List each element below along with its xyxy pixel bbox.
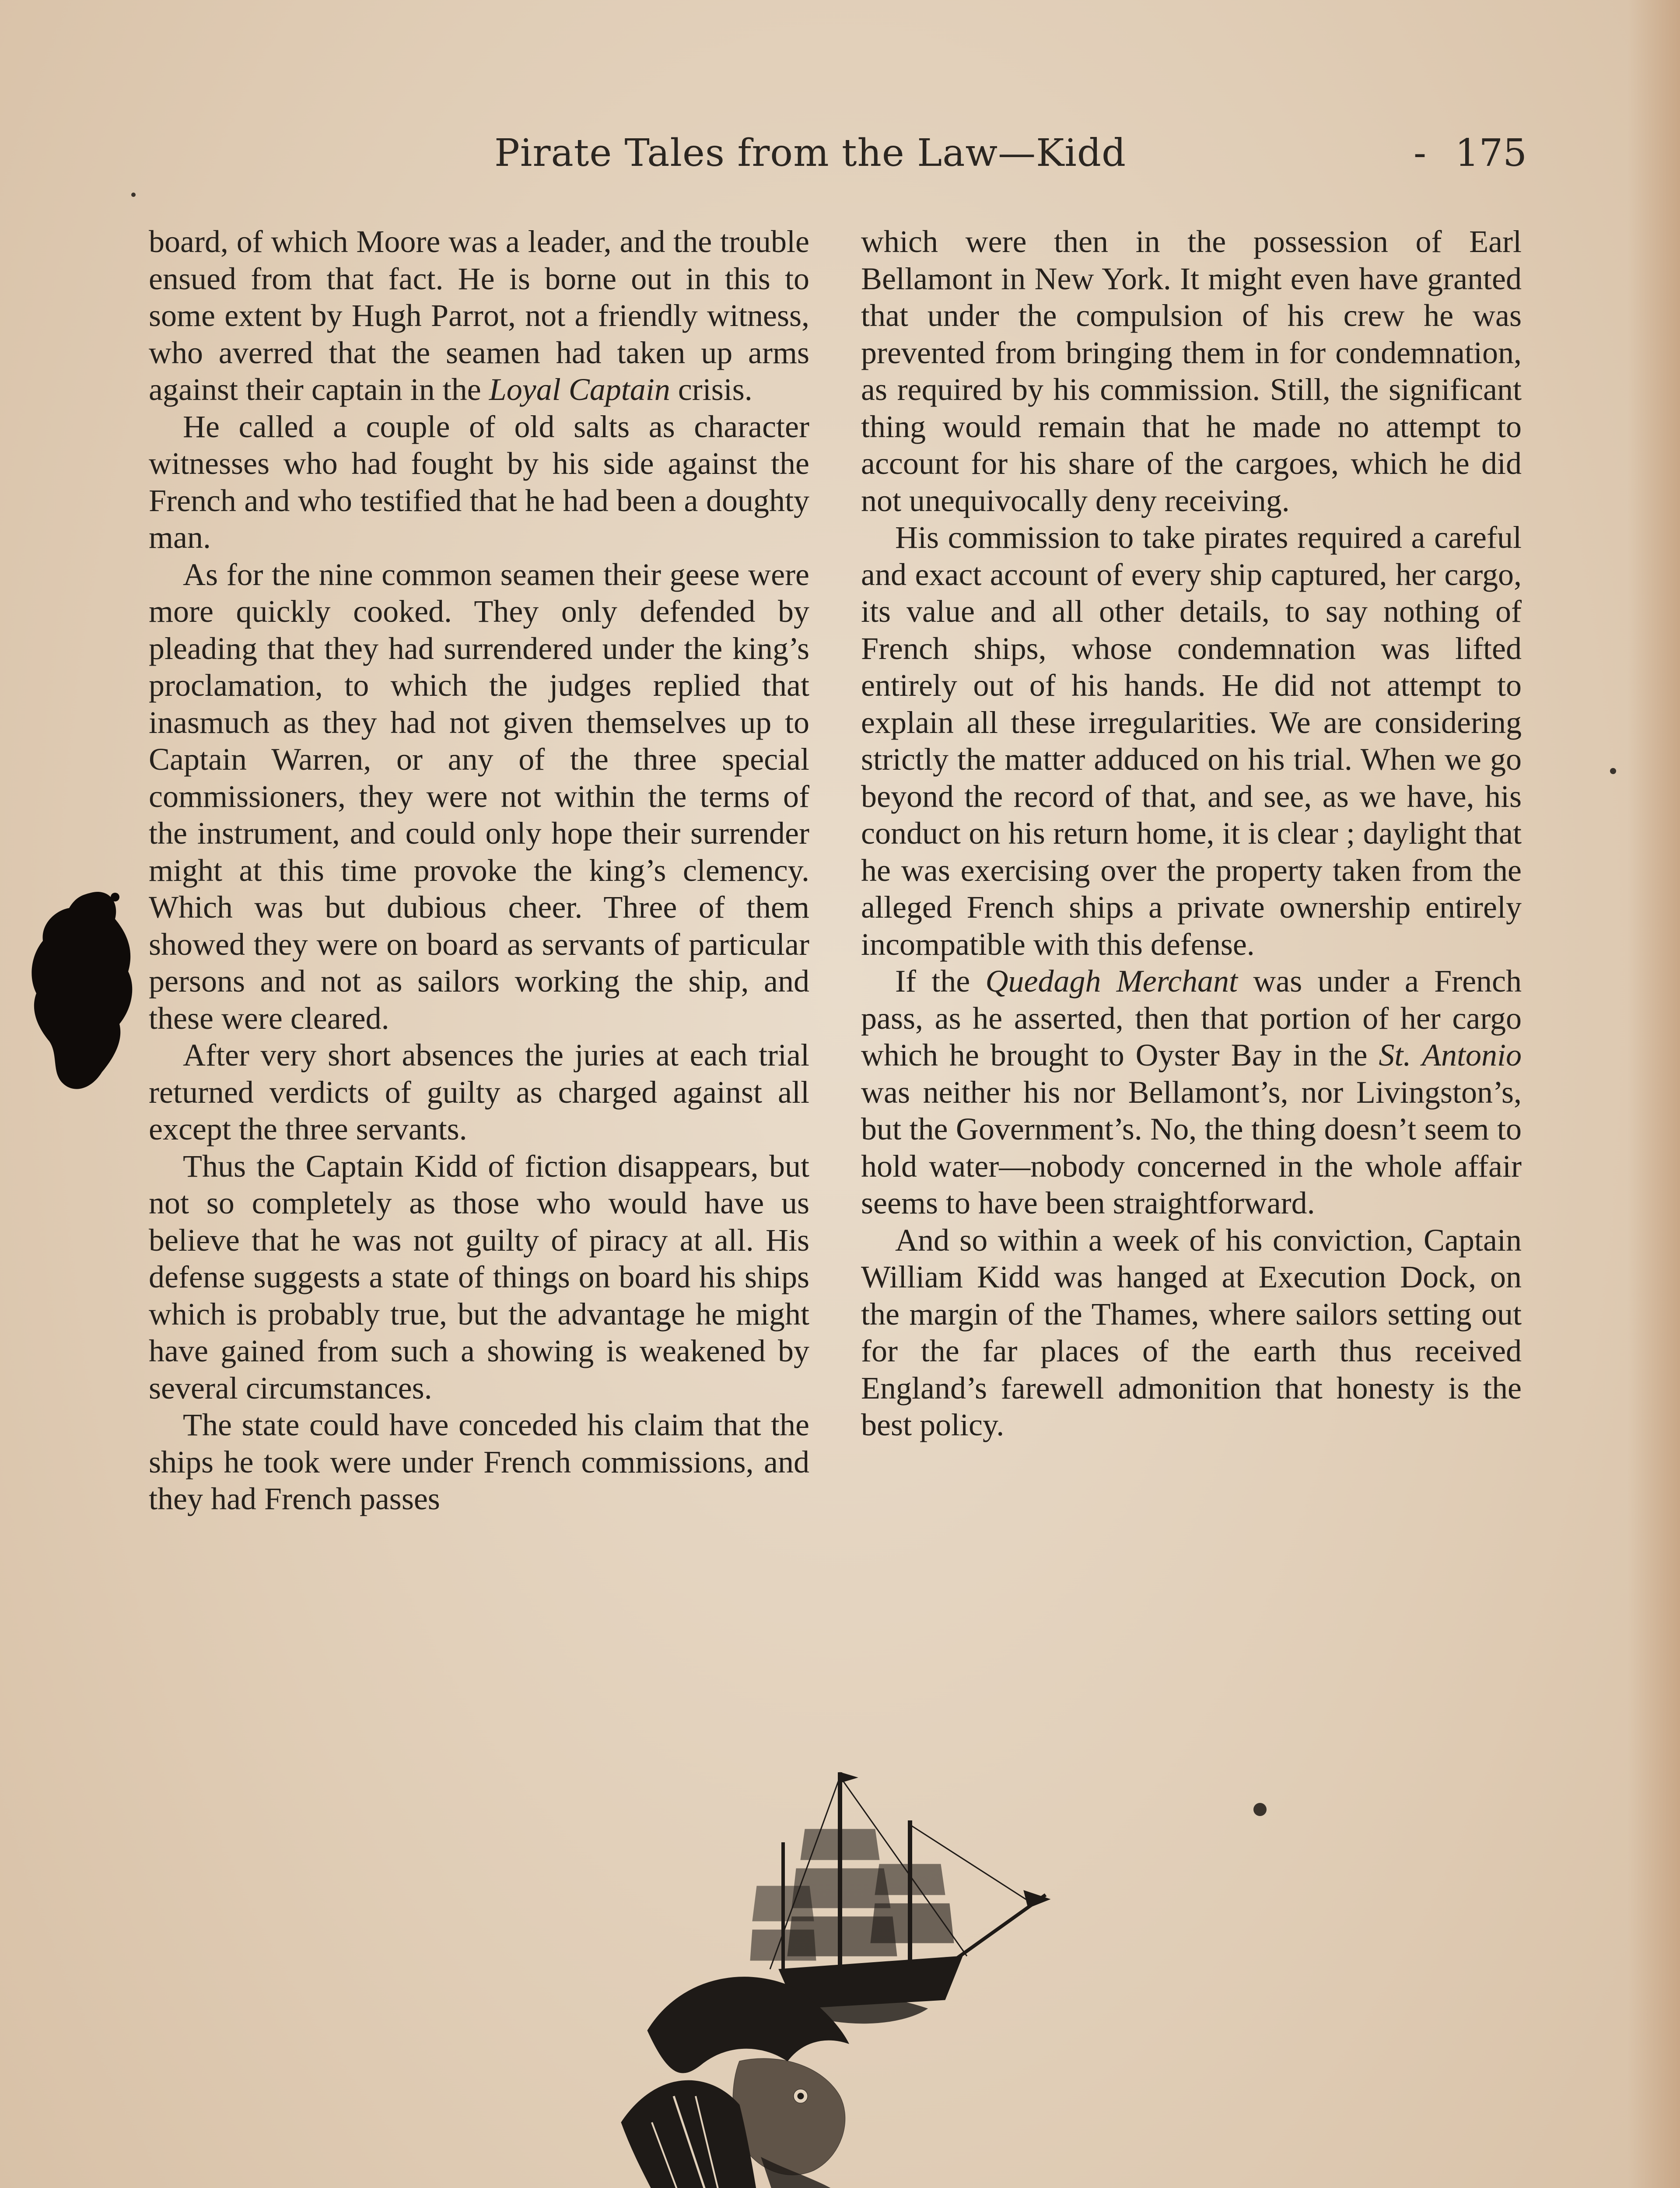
pirate-ship-illustration-icon xyxy=(595,1764,1089,2188)
ink-speck xyxy=(1610,768,1616,774)
italic-ship-name: St. Antonio xyxy=(1379,1038,1522,1073)
left-column xyxy=(149,223,809,1518)
ink-speck xyxy=(131,193,136,197)
paragraph: If the Quedagh Merchant was under a French pass, as he asserted, then that portion of her cargo which he brought to Oyster Bay in the St. Antonio was neither his nor Bellamont’s, nor Livingston’s, but the Government’s. No, the thing doesn’t seem to hold water—nobody concerned in the whole affair seems to have been straightforward. xyxy=(861,964,1522,1220)
paragraph: The state could have conceded his claim that the ships he took were under French commissions, and they had French passes xyxy=(149,1407,809,1516)
ink-blot-icon xyxy=(25,884,139,1094)
paragraph: Thus the Captain Kidd of fiction disappears, but not so completely as those who would have us believe that he was not guilty of piracy at all. His defense suggests a state of things on board his ships which is probably true, but the advantage he might have gained from such a showing is weakened by several circumstances. xyxy=(149,1148,809,1406)
page-number: 175 xyxy=(1455,131,1527,175)
paragraph: board, of which Moore was a leader, and the trouble ensued from that fact. He is borne out in this to some extent by Hugh Parrot, not a friendly witness, who averred that the seamen had taken up arms against their captain in the Loyal Captain crisis. xyxy=(149,224,809,407)
running-head: Pirate Tales from the Law—Kidd xyxy=(494,131,1127,175)
paragraph: His commission to take pirates required a careful and exact account of every ship captured, her cargo, its value and all other details, to say nothing of French ships, whose condemnation was lifted entirely out of his hands. He did not attempt to explain all these irregularities. We are considering strictly the matter adduced on his trial. When we go beyond the record of that, and see, as we have, his conduct on his return home, it is clear ; daylight that he was exercising over the property taken from the alleged French ships a private ownership entirely incompatible with this defense. xyxy=(861,520,1522,962)
italic-ship-name: Loyal Captain xyxy=(489,372,670,407)
paragraph: After very short absences the juries at each trial returned verdicts of guilty as charged against all except the three servants. xyxy=(149,1038,809,1147)
paragraph: He called a couple of old salts as character witnesses who had fought by his side against the French and who testified that he had been a doughty man. xyxy=(149,409,809,555)
page-header xyxy=(144,131,1527,188)
paragraph: And so within a week of his conviction, Captain William Kidd was hanged at Execution Dock, on the margin of the Thames, where sailors setting out for the far places of the earth thus received England’s farewell admonition that honesty is the best policy. xyxy=(861,1222,1522,1442)
italic-ship-name: Quedagh Merchant xyxy=(985,964,1238,999)
right-column xyxy=(861,223,1522,1444)
page-edge-shadow xyxy=(1628,0,1680,2188)
ink-speck xyxy=(1253,1803,1267,1816)
paragraph: which were then in the possession of Earl Bellamont in New York. It might even have granted that under the compulsion of his crew he was prevented from bringing them in for condemnation, as required by his commission. Still, the significant thing would remain that he made no attempt to account for his share of the cargoes, which he did not unequivocally deny receiving. xyxy=(861,224,1522,518)
paragraph: As for the nine common seamen their geese were more quickly cooked. They only defended by pleading that they had surrendered under the king’s proclamation, to which the judges replied that inasmuch as they had not given themselves up to Captain Warren, or any of the three special commissioners, they were not within the terms of the instrument, and could only hope their surrender might at this time provoke the king’s clemency. Which was but dubious cheer. Three of them showed they were on board as servants of particular persons and not as sailors working the ship, and these were cleared. xyxy=(149,557,809,1036)
header-dash: - xyxy=(1413,131,1426,175)
